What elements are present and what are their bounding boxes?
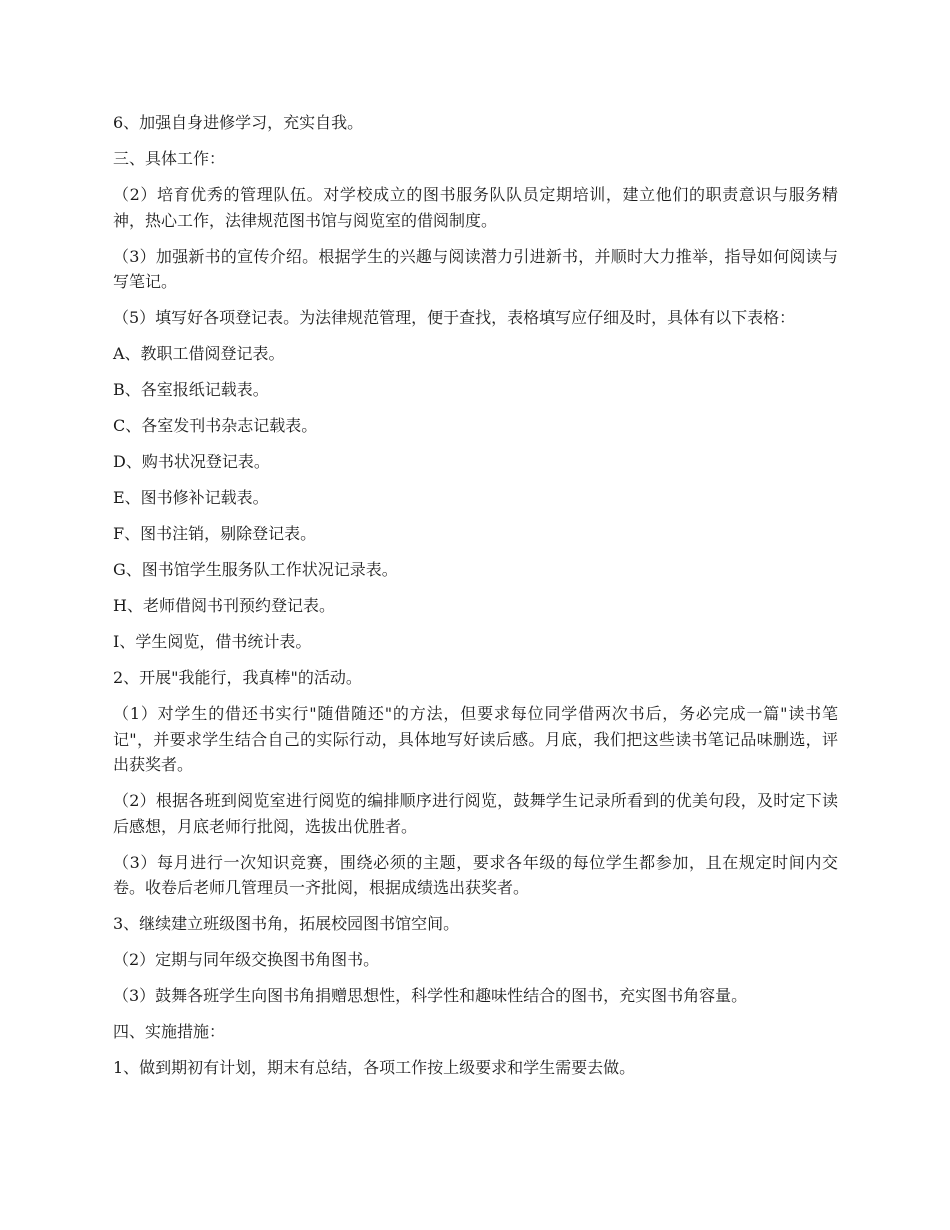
paragraph: （1）对学生的借还书实行"随借随还"的方法，但要求每位同学借两次书后，务必完成一篇"读书笔记"，并要求学生结合自己的实际行动，具体地写好读后感。月底，我们把这些读书笔记品味删选，评出获奖者。 <box>113 704 838 774</box>
paragraph: 3、继续建立班级图书角，拓展校园图书馆空间。 <box>113 914 460 933</box>
paragraph: （3）鼓舞各班学生向图书角捐赠思想性，科学性和趣味性结合的图书，充实图书角容量。 <box>113 986 748 1005</box>
list-item: D、购书状况登记表。 <box>113 452 270 471</box>
paragraph: （3）加强新书的宣传介绍。根据学生的兴趣与阅读潜力引进新书，并顺时大力推举，指导如何阅读与写笔记。 <box>113 246 838 291</box>
list-item: F、图书注销，剔除登记表。 <box>113 524 317 543</box>
list-item: E、图书修补记载表。 <box>113 488 269 507</box>
paragraph: 1、做到期初有计划，期末有总结，各项工作按上级要求和学生需要去做。 <box>113 1058 636 1077</box>
list-item: G、图书馆学生服务队工作状况记录表。 <box>113 560 398 579</box>
list-item: I、学生阅览，借书统计表。 <box>113 632 312 651</box>
paragraph: 6、加强自身进修学习，充实自我。 <box>113 113 364 132</box>
list-item: C、各室发刊书杂志记载表。 <box>113 416 318 435</box>
paragraph: （3）每月进行一次知识竞赛，围绕必须的主题，要求各年级的每位学生都参加，且在规定时间内交卷。收卷后老师几管理员一齐批阅，根据成绩选出获奖者。 <box>113 852 838 897</box>
paragraph: （2）培育优秀的管理队伍。对学校成立的图书服务队队员定期培训，建立他们的职责意识与服务精神，热心工作，法律规范图书馆与阅览室的借阅制度。 <box>113 185 838 230</box>
list-item: B、各室报纸记载表。 <box>113 380 269 399</box>
section-heading: 四、实施措施： <box>113 1022 226 1041</box>
section-heading: 三、具体工作： <box>113 149 226 168</box>
paragraph: （2）定期与同年级交换图书角图书。 <box>113 950 380 969</box>
paragraph: （2）根据各班到阅览室进行阅览的编排顺序进行阅览，鼓舞学生记录所看到的优美句段，及时定下读后感想，月底老师行批阅，选拔出优胜者。 <box>113 791 838 836</box>
list-item: A、教职工借阅登记表。 <box>113 344 285 363</box>
list-item: H、老师借阅书刊预约登记表。 <box>113 596 335 615</box>
paragraph: （5）填写好各项登记表。为法律规范管理，便于查找，表格填写应仔细及时，具体有以下表格： <box>113 308 796 327</box>
paragraph: 2、开展"我能行，我真棒"的活动。 <box>113 668 362 687</box>
document-body <box>113 110 838 1091</box>
